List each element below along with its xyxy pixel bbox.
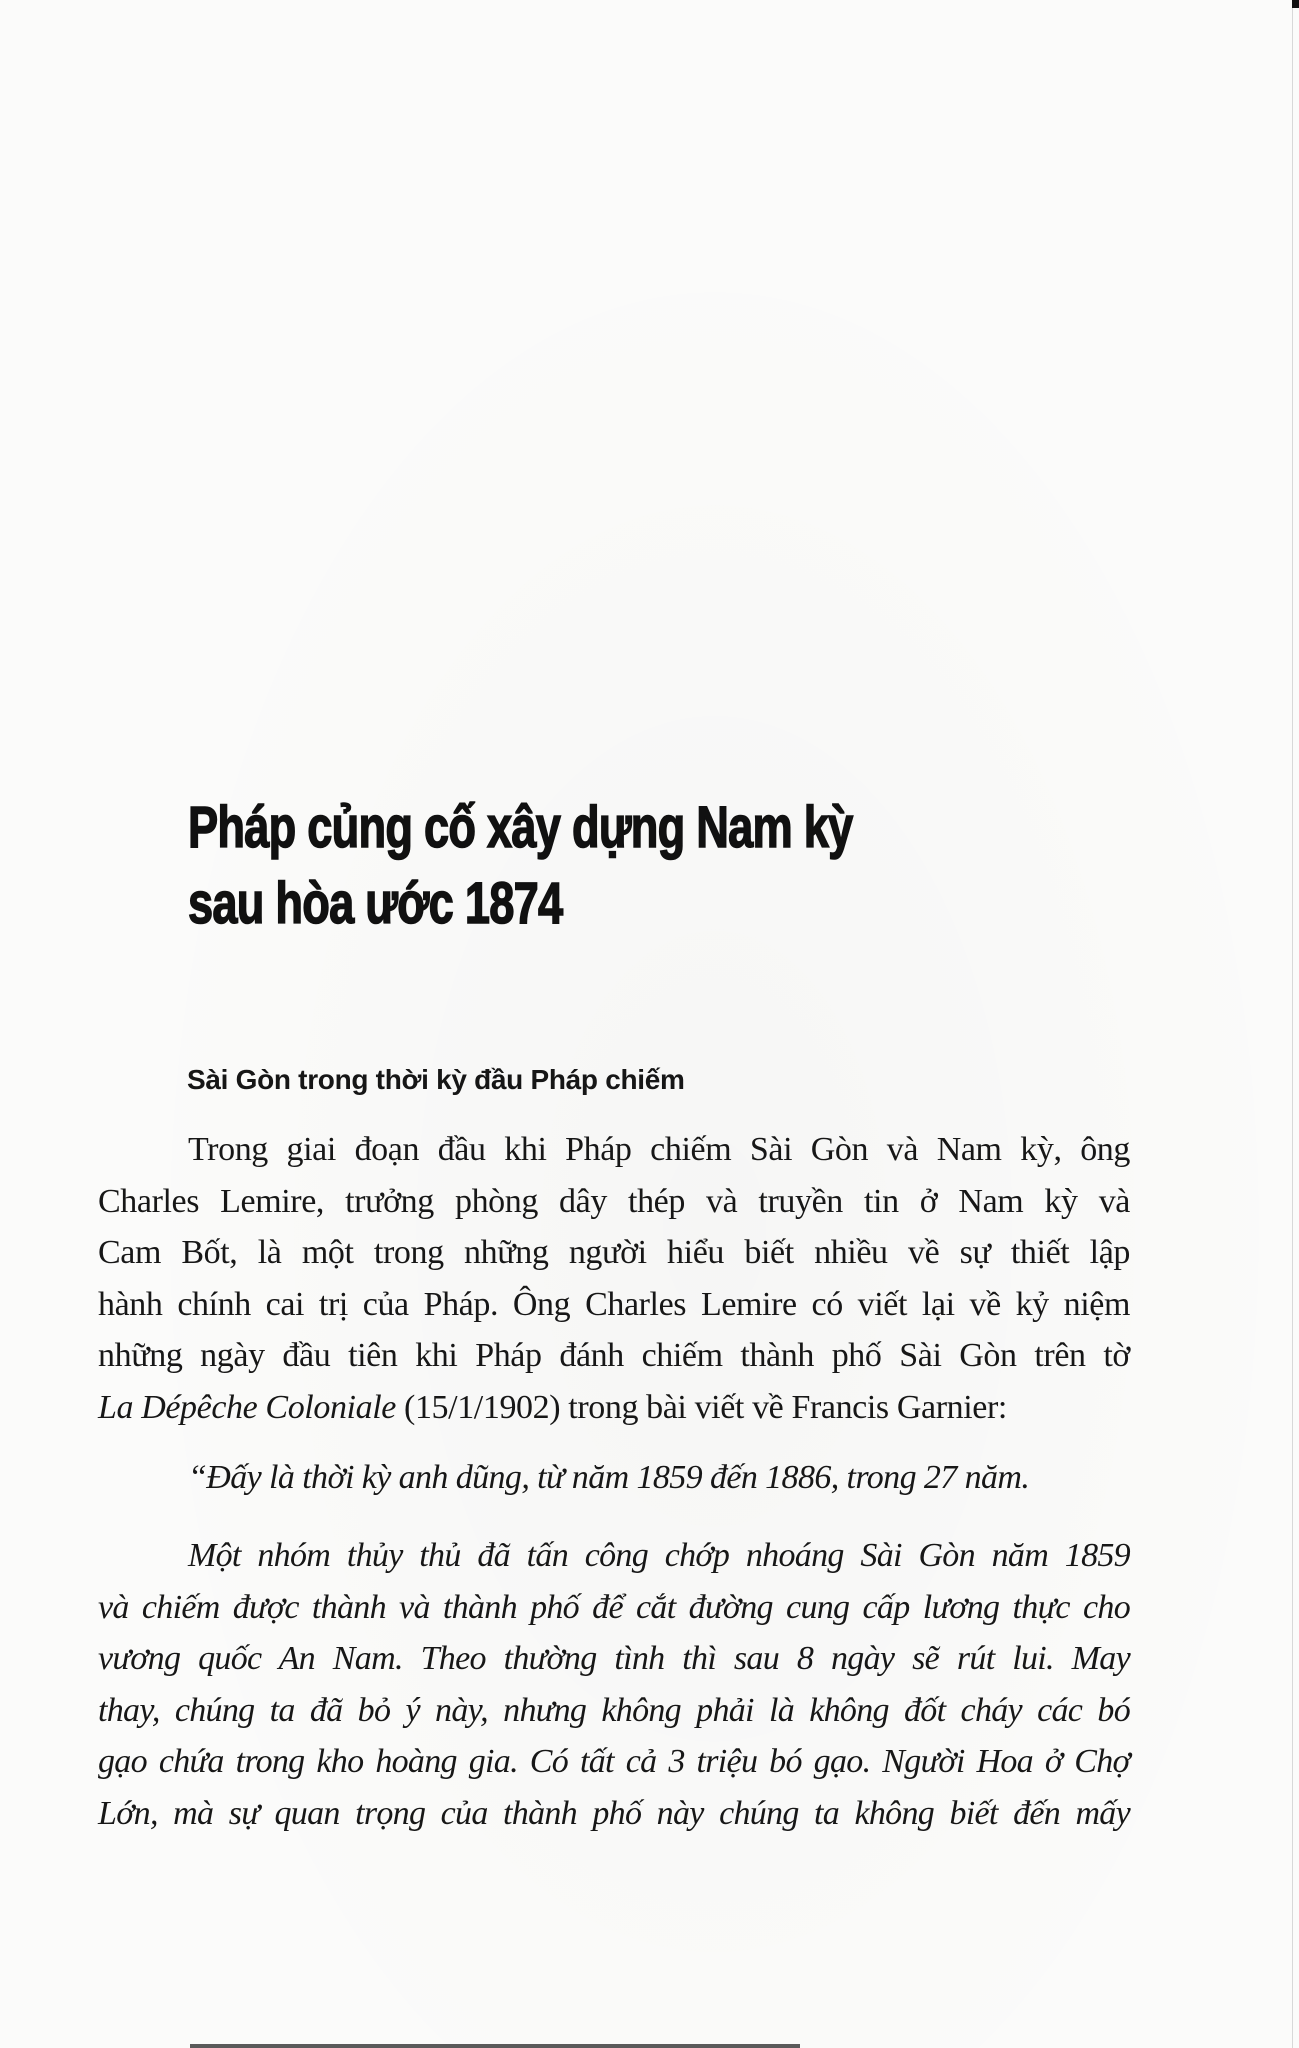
- text-fragment: (15/1/1902) trong bài viết về Francis Garnier:: [395, 1388, 1007, 1426]
- scan-bottom-shadow: [190, 2044, 800, 2048]
- chapter-title-line-2: sau hòa ước 1874: [188, 871, 563, 936]
- text-line: Charles Lemire, trưởng phòng dây thép và truyền tin ở Nam kỳ và: [98, 1182, 1130, 1220]
- chapter-title-line-1: Pháp củng cố xây dựng Nam kỳ: [188, 795, 853, 860]
- section-heading: Sài Gòn trong thời kỳ đầu Pháp chiếm: [187, 1064, 685, 1095]
- quote-paragraph: [98, 1530, 1130, 1839]
- text-line: và chiếm được thành và thành phố để cắt đường cung cấp lương thực cho: [98, 1588, 1130, 1626]
- text-line: Trong giai đoạn đầu khi Pháp chiếm Sài Gòn và Nam kỳ, ông: [188, 1131, 1130, 1168]
- text-line: vương quốc An Nam. Theo thường tình thì sau 8 ngày sẽ rút lui. May: [98, 1640, 1130, 1677]
- text-line: hành chính cai trị của Pháp. Ông Charles Lemire có viết lại về kỷ niệm: [98, 1285, 1130, 1323]
- text-line: gạo chứa trong kho hoàng gia. Có tất cả 3 triệu bó gạo. Người Hoa ở Chợ: [98, 1743, 1130, 1780]
- publication-title: La Dépêche Coloniale: [98, 1388, 396, 1426]
- quote-opening: [98, 1452, 1130, 1504]
- chapter-title: [188, 790, 890, 942]
- text-line: những ngày đầu tiên khi Pháp đánh chiếm thành phố Sài Gòn trên tờ: [98, 1337, 1130, 1374]
- scan-corner-mark: [1292, 0, 1299, 8]
- text-line: [98, 1382, 1130, 1434]
- text-line: Một nhóm thủy thủ đã tấn công chớp nhoáng Sài Gòn năm 1859: [188, 1537, 1130, 1574]
- text-line: Cam Bốt, là một trong những người hiểu biết nhiều về sự thiết lập: [98, 1234, 1130, 1271]
- body-paragraph: [98, 1124, 1130, 1433]
- text-line: “Đấy là thời kỳ anh dũng, từ năm 1859 đến 1886, trong 27 năm.: [188, 1459, 1030, 1496]
- text-line: thay, chúng ta đã bỏ ý này, nhưng không phải là không đốt cháy các bó: [98, 1691, 1130, 1729]
- page-edge-line: [1292, 0, 1293, 2048]
- text-line: Lớn, mà sự quan trọng của thành phố này chúng ta không biết đến mấy: [98, 1794, 1130, 1832]
